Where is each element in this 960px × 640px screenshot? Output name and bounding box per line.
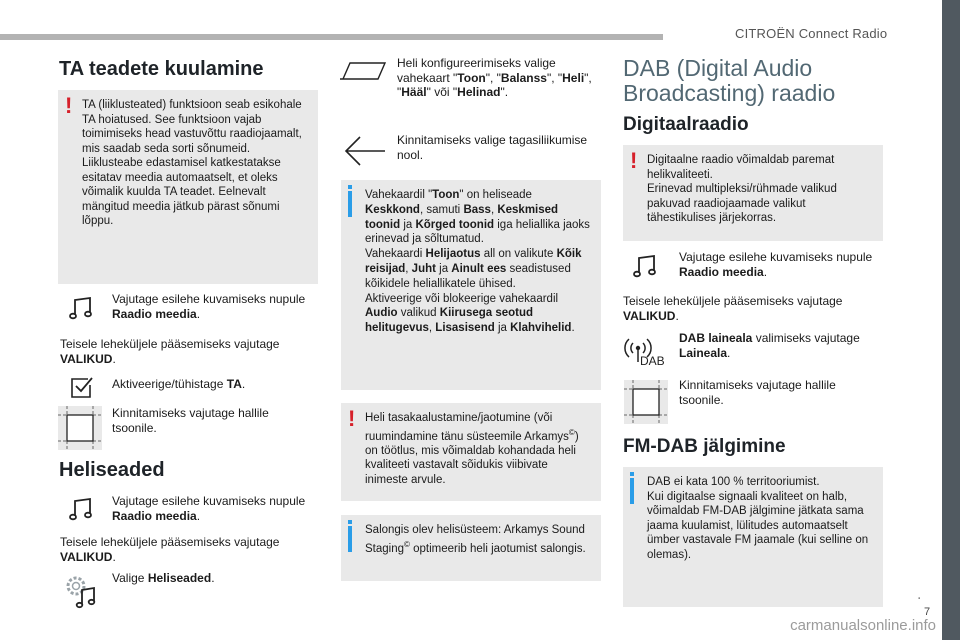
- page-number: 7: [924, 606, 931, 618]
- back-arrow-icon: [344, 136, 386, 171]
- warn-text: Erinevad multipleksi/rühmade valikud pakuvad raadiojaamade valikut tähestikulises järjekorras.: [647, 183, 837, 224]
- digital-warning-box: [623, 145, 883, 241]
- grey-zone-icon: [58, 406, 102, 455]
- music-note-icon: [69, 496, 95, 527]
- options-instruction: Teisele leheküljele pääsemiseks vajutage VALIKUD.: [60, 337, 280, 366]
- info-text: ja: [494, 322, 511, 335]
- header-title: CITROËN Connect Radio: [735, 26, 888, 41]
- tab-text-1: Heli konfigureerimiseks valige vahekaart ": [397, 56, 556, 85]
- back-arrow-text: Kinnitamiseks valige tagasiliikumise nool.: [397, 133, 588, 162]
- ta-heading: TA teadete kuulamine: [59, 58, 264, 80]
- copyright-sup: ©: [404, 539, 410, 549]
- fm-dab-info-box: [623, 467, 883, 607]
- tab-bold-3: Heli: [562, 70, 585, 85]
- info-text: DAB ei kata 100 % territooriumist.: [647, 476, 820, 488]
- tab-icon: [340, 62, 386, 85]
- options-bold: VALIKUD: [60, 351, 113, 366]
- info-bold: Bass: [463, 203, 491, 216]
- ta-toggle-bold: TA: [226, 377, 242, 391]
- info-bold: Keskkond: [365, 203, 420, 216]
- warn-text: Heli tasakaalustamine/jaotumine (või ruumindamine tänu süsteemile Arkamys: [365, 412, 569, 443]
- tab-bold-4: Hääl: [401, 85, 427, 99]
- dab-band-icon: [624, 336, 668, 375]
- info-text: Kui digitaalse signaali kvaliteet on halb, võimaldab FM-DAB jälgimine jätkata sama jaama kuulamist, lülitudes automaatselt ümber vastavale FM jaamale (kui selline on olemas).: [647, 490, 869, 561]
- warning-icon: !: [630, 148, 638, 173]
- info-bold: Klahvihelid: [510, 322, 572, 335]
- info-text: Salongis olev helisüsteem: Arkamys Sound Staging: [365, 524, 585, 555]
- ta-warning-box: [58, 90, 318, 284]
- info-text: ,: [490, 203, 498, 216]
- ta-warning-text: TA (liiklusteated) funktsioon seab esikohale TA hoiatused. See funktsioon vajab toimimiseks head vastuvõttu raadiojaamalt, mis saadab seda sorti sõnumeid. Liiklusteabe edastamisel katkestatakse esitatav meedia automaatselt, et oleks võimalik kuulda TA teadet. Eelnevalt mängitud meedia jätkub pärast sõnumi lõppu.: [82, 99, 302, 227]
- info-text: valikud: [397, 307, 440, 320]
- info-bold: Kiirusega seotud helitugevus: [365, 307, 534, 335]
- copyright-sup: ©: [568, 427, 575, 437]
- options-text: Teisele leheküljele pääsemiseks vajutage: [60, 337, 280, 351]
- info-text: " on heliseade: [459, 189, 532, 201]
- dab-bold-2: Laineala: [679, 345, 728, 360]
- info-icon: [348, 526, 352, 552]
- info-text: all on valikute: [480, 248, 557, 261]
- valige-bold: Heliseaded: [147, 571, 212, 585]
- options-text: Teisele leheküljele pääsemiseks vajutage: [60, 535, 280, 549]
- select-sound-settings: Valige Heliseaded.: [112, 571, 215, 585]
- step-text: Vajutage esilehe kuvamiseks nupule: [112, 494, 306, 508]
- header-rule: [0, 34, 663, 40]
- info-text: , samuti: [419, 203, 464, 216]
- info-bold: Kõik reisijad: [365, 248, 582, 275]
- info-text: ja: [435, 262, 452, 275]
- info-text: ,: [428, 322, 436, 335]
- tab-text-4: ", ": [397, 70, 592, 99]
- warning-icon: !: [348, 406, 356, 431]
- dab-icon-label: DAB: [640, 354, 665, 368]
- music-note-icon: [69, 295, 95, 326]
- info-icon: [630, 478, 634, 504]
- info-text: ja: [400, 218, 416, 231]
- dab-text: valimiseks vajutage: [752, 331, 860, 345]
- info-text: Vahekaardi: [365, 248, 426, 261]
- options-instruction-3: Teisele leheküljele pääsemiseks vajutage VALIKUD.: [623, 294, 843, 323]
- tab-text-3: ", ": [546, 70, 563, 85]
- info-text: Aktiveerige või blokeerige vahekaardil: [365, 292, 559, 305]
- valige-text: Valige: [112, 571, 145, 585]
- tab-bold-5: Helinad: [457, 85, 501, 99]
- info-bold: Ainult ees: [451, 262, 507, 275]
- radio-media-step-2: Vajutage esilehe kuvamiseks nupule Raadio meedia.: [112, 494, 306, 523]
- step-bold: Raadio meedia: [112, 508, 197, 523]
- grey-zone-icon: [624, 380, 668, 429]
- info-bold: Helijaotus: [425, 248, 481, 261]
- balance-warning-box: [341, 403, 601, 501]
- sound-settings-icon: [64, 572, 98, 615]
- info-text: .: [571, 322, 575, 335]
- confirm-grey-text: Kinnitamiseks vajutage hallile tsoonile.: [112, 406, 269, 435]
- ta-toggle-row: Aktiveerige/tühistage TA.: [112, 377, 246, 391]
- dab-heading: DAB (Digital Audio Broadcasting) raadio: [623, 55, 836, 106]
- tab-bold-2: Balanss: [500, 70, 547, 85]
- info-icon: [348, 191, 352, 217]
- info-bold: Kõrged toonid: [415, 218, 495, 231]
- tab-bold-1: Toon: [457, 70, 486, 85]
- tab-select-text: [397, 56, 602, 100]
- step-bold: Raadio meedia: [679, 264, 764, 279]
- info-text: Vahekaardil ": [365, 189, 433, 201]
- options-bold: VALIKUD: [60, 549, 113, 564]
- watermark: carmanualsonline.info: [790, 617, 936, 634]
- fm-dab-heading: FM-DAB jälgimine: [623, 436, 786, 457]
- info-bold: Keskmised toonid: [365, 203, 559, 231]
- digital-radio-heading: Digitaalraadio: [623, 114, 749, 135]
- info-bold: Audio: [365, 307, 398, 320]
- options-instruction-2: Teisele leheküljele pääsemiseks vajutage VALIKUD.: [60, 535, 280, 564]
- step-text: Vajutage esilehe kuvamiseks nupule: [679, 250, 873, 264]
- ta-toggle-text: Aktiveerige/tühistage: [112, 377, 224, 391]
- radio-media-step-3: Vajutage esilehe kuvamiseks nupule Raadio meedia.: [679, 250, 873, 279]
- step-text: Vajutage esilehe kuvamiseks nupule: [112, 292, 306, 306]
- tab-text-2: ", ": [485, 70, 501, 85]
- side-tab-bar: [942, 0, 960, 640]
- info-text: iga heliallika jaoks erinevad ja sõltumatud.: [365, 218, 590, 246]
- sound-settings-heading: Heliseaded: [59, 459, 165, 481]
- options-bold: VALIKUD: [623, 308, 676, 323]
- page-dot: .: [917, 586, 922, 603]
- tab-text-5: " või ": [426, 85, 458, 99]
- info-text: seadistused kõikidele heliallikatele ühised.: [365, 262, 571, 290]
- arkamys-info-box: [341, 515, 601, 581]
- warn-text: Digitaalne raadio võimaldab paremat helikvaliteeti.: [647, 154, 835, 181]
- info-bold: Toon: [432, 189, 460, 201]
- music-note-icon: [633, 253, 659, 284]
- warning-icon: !: [65, 93, 73, 118]
- tone-info-box: [341, 180, 601, 390]
- info-text: optimeerib heli jaotumist salongis.: [409, 542, 586, 555]
- tab-text-6: ".: [500, 85, 509, 99]
- step-bold: Raadio meedia: [112, 306, 197, 321]
- warn-text: ) on töötlus, mis võimaldab kohandada heli kvaliteeti vastavalt sõidukis viibivate inimeste arvule.: [365, 430, 579, 486]
- options-text: Teisele leheküljele pääsemiseks vajutage: [623, 294, 843, 308]
- radio-media-step: Vajutage esilehe kuvamiseks nupule Raadio meedia.: [112, 292, 306, 321]
- info-bold: Juht: [411, 262, 436, 275]
- dab-band-text: DAB laineala valimiseks vajutage Laineala.: [679, 331, 860, 360]
- info-text: ,: [405, 262, 412, 275]
- confirm-grey-text-2: Kinnitamiseks vajutage hallile tsoonile.: [679, 378, 836, 407]
- info-bold: Lisasisend: [435, 322, 495, 335]
- checkbox-icon: [70, 375, 94, 404]
- dab-bold: DAB laineala: [679, 331, 753, 345]
